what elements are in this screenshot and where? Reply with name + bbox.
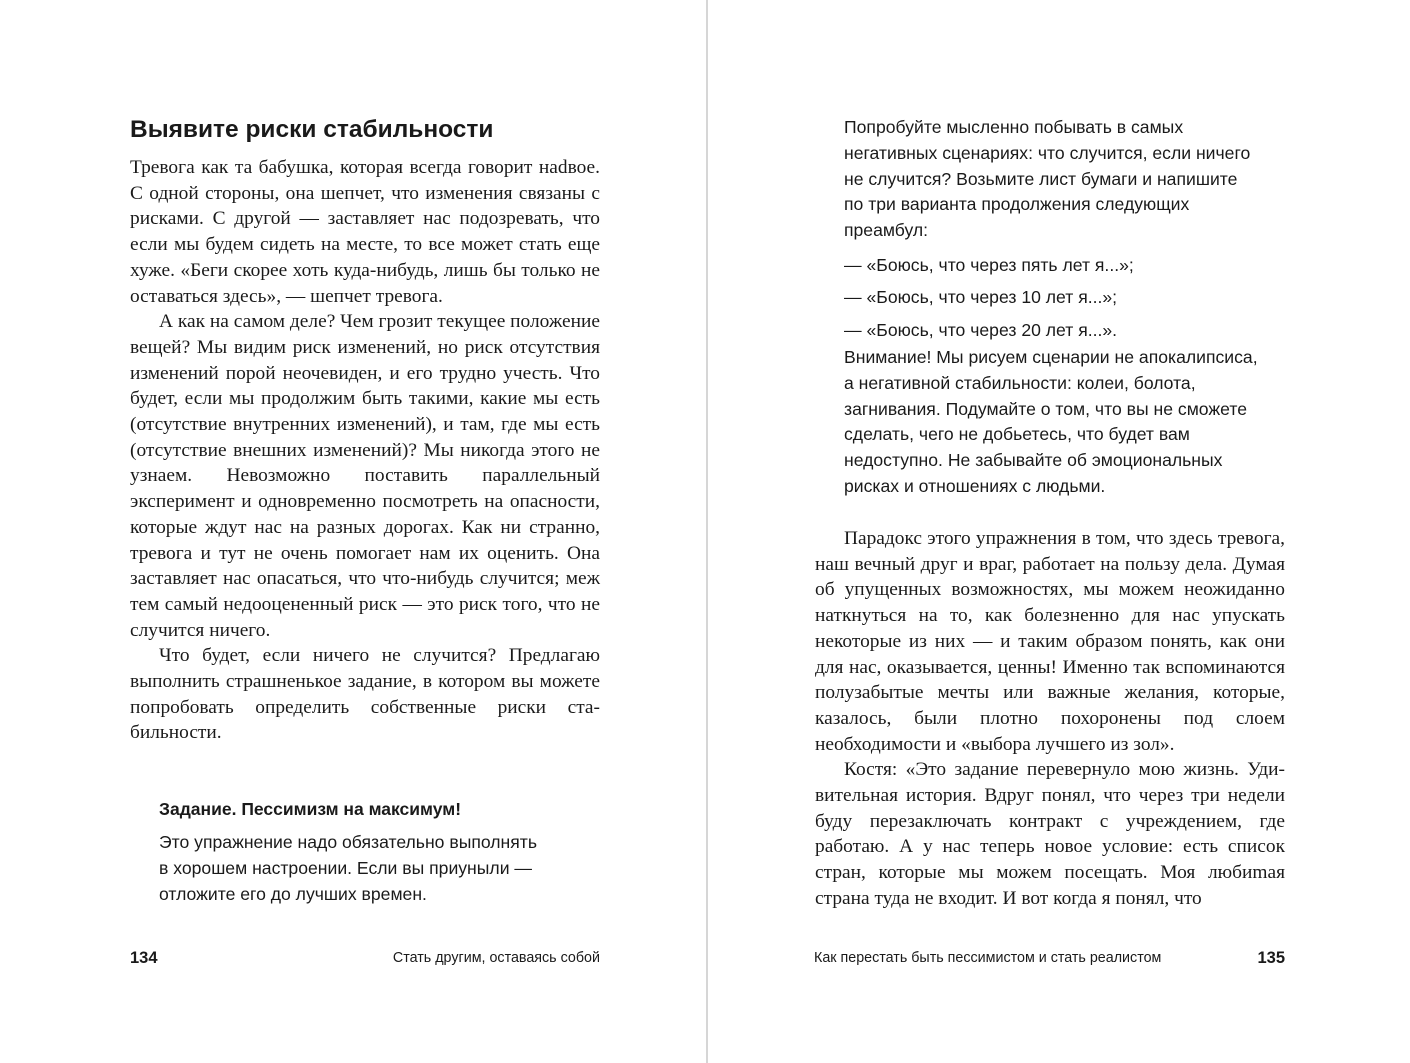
text-line: по три варианта продолжения следующих (844, 194, 1190, 215)
text-line: Внимание! Мы рисуем сценарии не апокалипсиса, (844, 347, 1258, 367)
running-head: Как перестать быть пессимистом и стать реалистом (814, 950, 1162, 966)
preamble-list (844, 249, 1134, 346)
task-description (159, 830, 537, 907)
right-body-text (815, 526, 1285, 912)
list-item: — «Боюсь, что через пять лет я...»; (844, 255, 1134, 275)
left-body-text (130, 155, 600, 746)
section-heading: Выявите риски стабильности (130, 116, 494, 143)
paragraph: Парадокс этого упражнения в том, что здесь тревога, наш вечный друг и враг, работает на пользу дела. Думая об упущенных возможностях, мы можем неожиданно наткнуться на то, как болезненно для нас упускать некоторые из них — и таким образом понять, как они для нас, оказывается, ценны! Именно так вспоминаются полузабытые мечты или важные желания, которые, казалось, были плотно похоронены под слоем необходимости и «выбора лучшего из зол». (815, 528, 1285, 755)
list-item: — «Боюсь, что через 10 лет я...»; (844, 287, 1118, 308)
task-title: Задание. Пессимизм на максимум! (159, 799, 462, 819)
text-line: не случится? Возьмите лист бумаги и напишите (844, 168, 1238, 189)
text-line: сделать, чего не добьетесь, что будет вам (844, 424, 1190, 445)
text-line: Попробуйте мысленно побывать в самых (844, 117, 1184, 137)
paragraph: А как на самом деле? Чем грозит текущее положение вещей? Мы видим риск изменений, но риск отсутствия изменений порой неочевиден, и его трудно учесть. Что будет, если мы продолжим быть такими, какие мы есть (отсутствие внутренних изменений), и там, где мы есть (отсутствие внешних изменений)? Мы никогда этого не узнаем. Невозможно поставить параллельный эксперимент и одновременно посмотреть на опасности, которые ждут нас на разных дорогах. Как ни странно, тревога и тут не очень помогает нам их оценить. Она заставляет нас опасаться, что что-нибудь случится; меж тем самый недооцененный риск — это риск того, что не случится ничего. (130, 311, 600, 641)
text-line: в хорошем настроении. Если вы приуныли — (159, 857, 532, 878)
text-line: недоступно. Не забывайте об эмоциональных (844, 450, 1223, 471)
text-line: негативных сценариях: что случится, если ничего (844, 142, 1251, 163)
book-gutter (706, 0, 708, 1063)
text-line: рисках и отношениях с людьми. (844, 475, 1106, 496)
attention-note (844, 345, 1258, 500)
paragraph: Костя: «Это задание перевернуло мою жизнь. Удивительная история. Вдруг понял, что через три недели буду перезаключать контракт с учреждением, где работаю. А у нас теперь новое условие: есть список стран, которые мы можем посещать. Моя любиmая страна туда не входит. И вот когда я понял, что (815, 759, 1285, 909)
page-number: 134 (130, 949, 158, 967)
exercise-instructions (844, 115, 1250, 244)
list-item: — «Боюсь, что через 20 лет я...». (844, 319, 1118, 340)
text-line: преамбул: (844, 220, 929, 241)
text-line: а негативной стабильности: колеи, болота, (844, 372, 1196, 393)
running-head: Стать другим, оставаясь собой (392, 950, 600, 966)
right-page (709, 0, 1410, 1063)
page-number: 135 (1257, 949, 1285, 967)
text-line: Это упражнение надо обязательно выполнять (159, 832, 537, 852)
paragraph: Что будет, если ничего не случится? Предлагаю выполнить страшненькое задание, в котором вы можете попробовать определить собственные риски стабильности. (130, 645, 600, 744)
text-line: отложите его до лучших времен. (159, 883, 427, 904)
text-line: загнивания. Подумайте о том, что вы не сможете (844, 398, 1247, 419)
paragraph: Тревога как та бабушка, которая всегда говорит наdвое. С одной стороны, она шепчет, что изменения связаны с рисками. С другой — заставляет нас подозревать, что если мы будем сидеть на месте, то все может стать еще хуже. «Беги скорее хоть куда-нибудь, лишь бы только не оставаться здесь», — шепчет тревога. (130, 157, 600, 307)
